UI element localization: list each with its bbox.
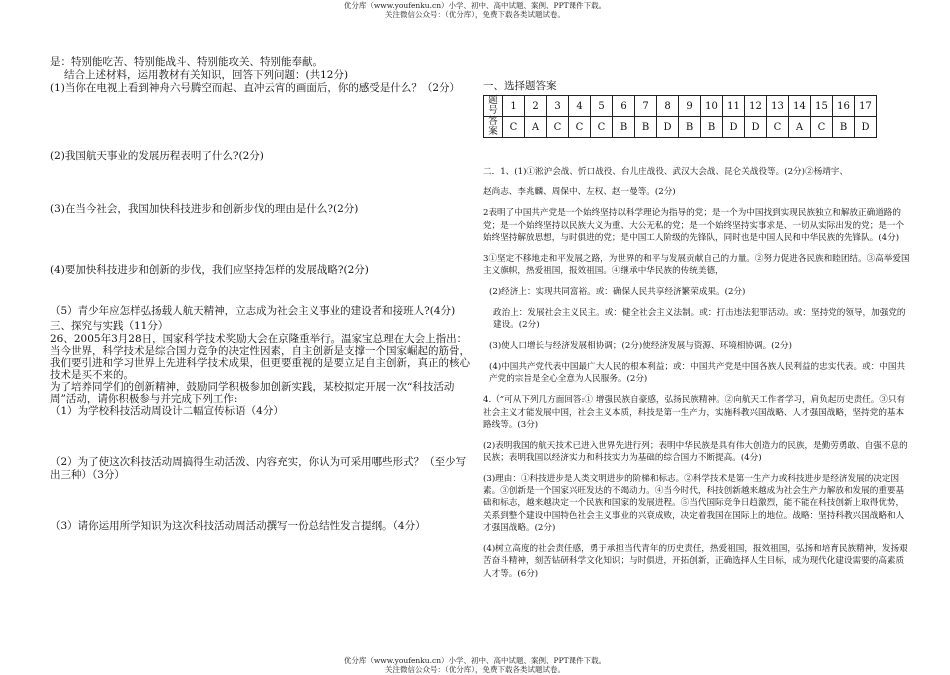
answer-number: 14	[789, 96, 811, 117]
answer-4-part-3: (3)理由：①科技进步是人类文明进步的阶梯和标志。②科学技术是第一生产力或科技进步是经济发展的决定因素。③创新是一个国家兴旺发达的不竭动力。④当今时代，科技创新越来越成为社会生产力解放和发展的重要基础和标志，越来越决定一个民族和国家的发展进程。⑤当代国际竞争日趋激烈，能不能在科技创新上取得优势，关系到整个建设中国特色社会主义事业的兴衰成败，决定着我国在国际上的地位。战略：坚持科教兴国战略和人才强国战略。(2分)	[483, 473, 905, 534]
left-column	[50, 56, 475, 533]
answer-number: 7	[635, 96, 657, 117]
answer-key-title: 一、选择题答案	[483, 80, 557, 92]
task-2: （2）为了使这次科技活动周搞得生动活泼、内容充实，你认为可采用哪些形式？（至少写出三种）（3分）	[50, 456, 467, 481]
answer-4-part-4: (4)树立高度的社会责任感，勇于承担当代青年的历史责任，热爱祖国，报效祖国，弘扬和培育民族精神，发扬艰苦奋斗精神，刻苦钻研科学文化知识；与时俱进，开拓创新，正确选择人生目标，成为现代化建设需要的高素质人才等。(6分)	[483, 543, 908, 579]
answer-number: 8	[657, 96, 679, 117]
answer-table	[483, 95, 877, 138]
footer-line-2: 关注微信公众号：（优分库），免费下载各类试题试卷。	[385, 665, 565, 674]
question-4: (4)要加快科技进步和创新的步伐，我们应坚持怎样的发展战略?(2分)	[50, 264, 369, 276]
header-line-1: 优分库（www.youfenku.cn）小学、初中、高中试题、案例、PPT课件下载。	[343, 1, 607, 10]
answer-number: 17	[855, 96, 877, 117]
answer-number: 13	[767, 96, 789, 117]
intro-text: 是：特别能吃苦、特别能战斗、特别能攻关、特别能奉献。	[50, 56, 323, 68]
answer-1-part-2: 赵尚志、李兆麟、周保中、左权、赵一曼等。(2分)	[483, 187, 676, 198]
answer-letter: B	[679, 117, 701, 138]
letter-row-label: 答案	[484, 117, 503, 138]
answer-key	[483, 80, 877, 138]
answer-3-politics: 政治上：发展社会主义民主。或：健全社会主义法制。或：打击违法犯罪活动。或：坚持党的领导，加强党的建设。(2分)	[493, 307, 906, 331]
answer-number: 6	[613, 96, 635, 117]
task-1: （1）为学校科技活动周设计二幅宣传标语（4分）	[50, 405, 284, 417]
answer-number: 11	[723, 96, 745, 117]
question-3: (3)在当今社会，我国加快科技进步和创新步伐的理由是什么?(2分)	[50, 203, 359, 215]
answer-number: 4	[569, 96, 591, 117]
answer-letter: D	[745, 117, 767, 138]
answer-4-part-1: 4.（”可从下列几方面回答:① 增强民族自豪感，弘扬民族精神。②向航天工作者学习，肩负起历史责任。③只有社会主义才能发展中国，社会主义本质，科技是第一生产力，实施科教兴国战略、人才强国战略，坚持党的基本路线等。(3分)	[483, 395, 906, 430]
answer-number: 2	[525, 96, 547, 117]
answer-3-economy: (2)经济上：实现共同富裕。或：确保人民共享经济繁荣成果。(2分)	[489, 287, 746, 298]
answer-letter: A	[789, 117, 811, 138]
section-3-body-2: 为了培养同学们的创新精神，鼓励同学积极参加创新实践，某校拟定开展一次“科技活动周”活动，请你积极参与并完成下列工作:	[50, 381, 455, 405]
answer-letter-row	[484, 117, 877, 138]
answer-3-population: (3)使人口增长与经济发展相协调；(2分)使经济发展与资源、环境相协调。(2分)	[489, 341, 792, 352]
answer-explanations	[483, 157, 911, 588]
answer-letter: C	[591, 117, 613, 138]
answer-letter: B	[701, 117, 723, 138]
answer-letter: C	[569, 117, 591, 138]
answer-letter: B	[613, 117, 635, 138]
answer-letter: C	[767, 117, 789, 138]
answer-number: 10	[701, 96, 723, 117]
answer-number: 12	[745, 96, 767, 117]
answer-letter: D	[657, 117, 679, 138]
answer-number: 1	[503, 96, 525, 117]
answer-letter: C	[503, 117, 525, 138]
question-5: （5）青少年应怎样弘扬载人航天精神，立志成为社会主义事业的建设者和接班人?(4分)	[50, 305, 456, 317]
header-line-2: 关注微信公众号：（优分库），免费下载各类试题试卷。	[385, 10, 565, 19]
number-row-label: 题号	[484, 96, 503, 117]
answer-letter: A	[525, 117, 547, 138]
answer-2: 2表明了中国共产党是一个始终坚持以科学理论为指导的党；是一个为中国找到实现民族独立和解放正确道路的党；是一个始终坚持以民族大义为重、大公无私的党；是一个始终坚持实事求是、一切从实际出发的党；是一个始终坚持解放思想，与时俱进的党；是中国工人阶级的先锋队，同时也是中国人民和中华民族的先锋队。(4分)	[483, 208, 905, 243]
question-2: (2)我国航天事业的发展历程表明了什么?(2分)	[50, 150, 264, 162]
task-3: （3）请你运用所学知识为这次科技活动周活动撰写一份总结性发言提纲。（4分）	[50, 520, 426, 532]
answer-1-part-1: 二．1、(1)①淞沪会战、忻口战役、台儿庄战役、武汉大会战、昆仑关战役等。(2分)②杨靖宇、	[483, 166, 848, 177]
answer-number-row	[484, 96, 877, 117]
section-3-title: 三、探究与实践（11分）	[50, 320, 169, 332]
answer-3-party: (4)中国共产党代表中国最广大人民的根本利益；或：中国共产党是中国各族人民利益的忠实代表。或：中国共产党的宗旨是全心全意为人民服务。(2分)	[489, 362, 906, 385]
answer-number: 5	[591, 96, 613, 117]
page-header	[0, 1, 950, 19]
footer-line-1: 优分库（www.youfenku.cn）小学、初中、高中试题、案例、PPT课件下载。	[343, 656, 607, 665]
answer-letter: C	[547, 117, 569, 138]
answer-letter: B	[833, 117, 855, 138]
answer-4-part-2: (2)表明我国的航天技术已进入世界先进行列；表明中华民族是具有伟大创造力的民族，是勤劳勇敢、自强不息的民族；表明我国以经济实力和科技实力为基础的综合国力不断提高。(4分)	[483, 440, 908, 463]
answer-letter: D	[855, 117, 877, 138]
question-1: (1)当你在电视上看到神舟六号腾空而起、直冲云宵的画面后，你的感受是什么？（2分）	[50, 82, 461, 94]
answer-number: 9	[679, 96, 701, 117]
answer-number: 15	[811, 96, 833, 117]
answer-number: 3	[547, 96, 569, 117]
answer-letter: B	[635, 117, 657, 138]
answer-3: 3①坚定不移地走和平发展之路，为世界的和平与发展贡献自己的力量。②努力促进各民族和睦团结。③高举爱国主义旗帜，热爱祖国，报效祖国。④继承中华民族的传统美德，	[483, 253, 910, 277]
intro-instruction: 结合上述材料，运用教材有关知识，回答下列问题：(共12分)	[64, 69, 349, 81]
section-3-body: 26、2005年3月28日，国家科学技术奖励大会在京隆重举行。温家宝总理在大会上指出：当今世界，科学技术是综合国力竞争的决定性因素，自主创新是支撑一个国家崛起的筋骨，我们要引进和学习世界上先进科学技术成果，但更要重视的是要立足自主创新，真正的核心技术是买不来的。	[50, 333, 470, 381]
answer-number: 16	[833, 96, 855, 117]
page-footer	[0, 656, 950, 674]
answer-letter: C	[811, 117, 833, 138]
answer-letter: D	[723, 117, 745, 138]
